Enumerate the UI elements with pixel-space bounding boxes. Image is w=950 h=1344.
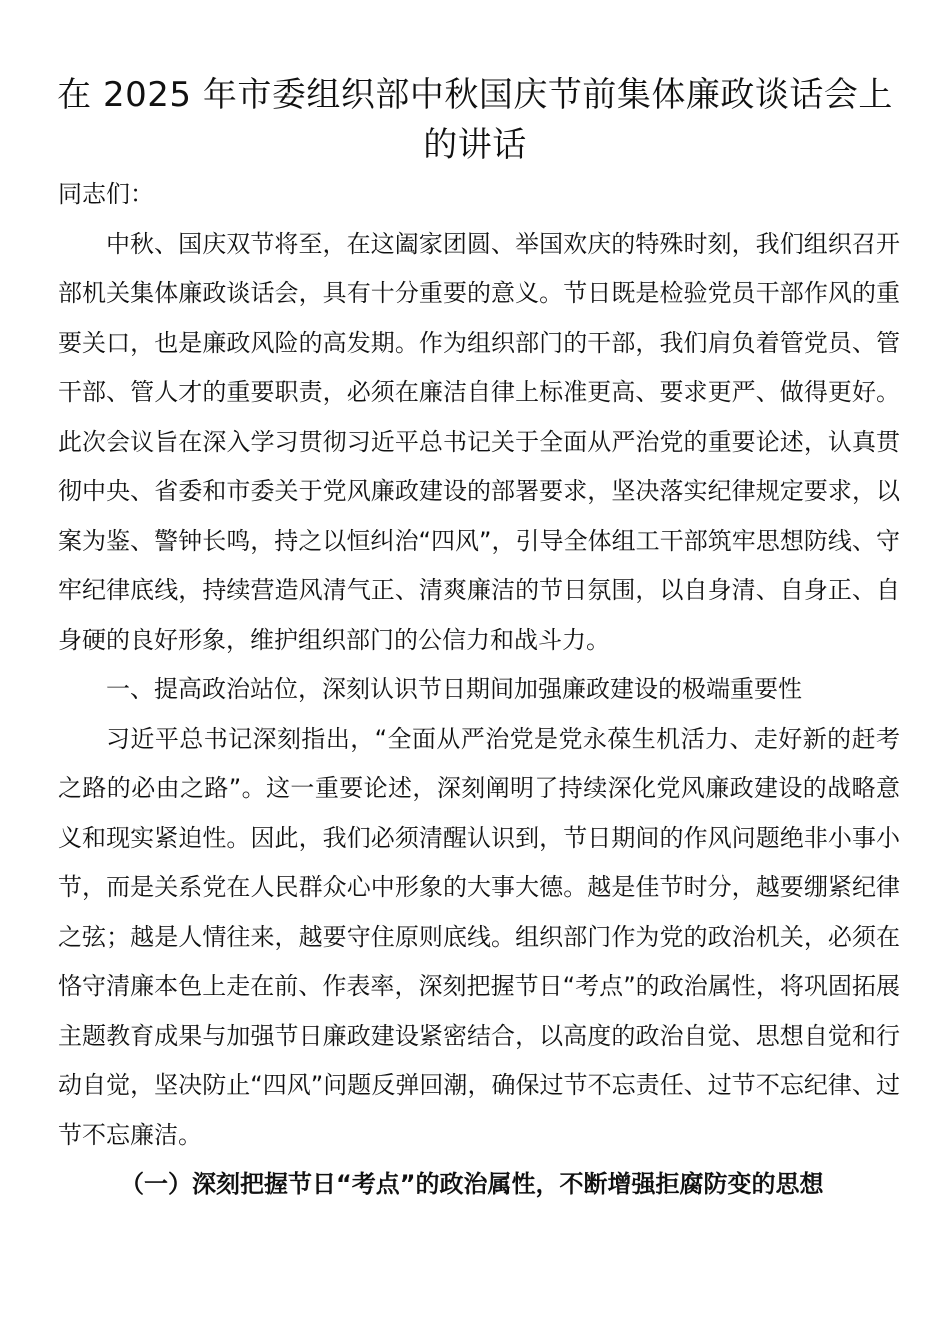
document-body — [58, 170, 900, 1210]
intro-paragraph: 中秋、国庆双节将至，在这阖家团圆、举国欢庆的特殊时刻，我们组织召开部机关集体廉政谈话会，具有十分重要的意义。节日既是检验党员干部作风的重要关口，也是廉政风险的高发期。作为组织部门的干部，我们肩负着管党员、管干部、管人才的重要职责，必须在廉洁自律上标准更高、要求更严、做得更好。此次会议旨在深入学习贯彻习近平总书记关于全面从严治党的重要论述，认真贯彻中央、省委和市委关于党风廉政建设的部署要求，坚决落实纪律规定要求，以案为鉴、警钟长鸣，持之以恒纠治“四风”，引导全体组工干部筑牢思想防线、守牢纪律底线，持续营造风清气正、清爽廉洁的节日氛围，以自身清、自身正、自身硬的良好形象，维护组织部门的公信力和战斗力。 — [58, 229, 900, 654]
document-title: 在 2025 年市委组织部中秋国庆节前集体廉政谈话会上的讲话 — [57, 75, 893, 165]
salutation: 同志们： — [58, 180, 154, 208]
subsection-heading-1: （一）深刻把握节日“考点”的政治属性，不断增强拒腐防变的思想 — [120, 1170, 824, 1198]
section-heading-1: 一、提高政治站位，深刻认识节日期间加强廉政建设的极端重要性 — [106, 675, 802, 703]
section-1-paragraph: 习近平总书记深刻指出，“全面从严治党是党永葆生机活力、走好新的赶考之路的必由之路”。这一重要论述，深刻阐明了持续深化党风廉政建设的战略意义和现实紧迫性。因此，我们必须清醒认识到，节日期间的作风问题绝非小事小节，而是关系党在人民群众心中形象的大事大德。越是佳节时分，越要绷紧纪律之弦；越是人情往来，越要守住原则底线。组织部门作为党的政治机关，必须在恪守清廉本色上走在前、作表率，深刻把握节日“考点”的政治属性，将巩固拓展主题教育成果与加强节日廉政建设紧密结合，以高度的政治自觉、思想自觉和行动自觉，坚决防止“四风”问题反弹回潮，确保过节不忘责任、过节不忘纪律、过节不忘廉洁。 — [58, 724, 900, 1149]
